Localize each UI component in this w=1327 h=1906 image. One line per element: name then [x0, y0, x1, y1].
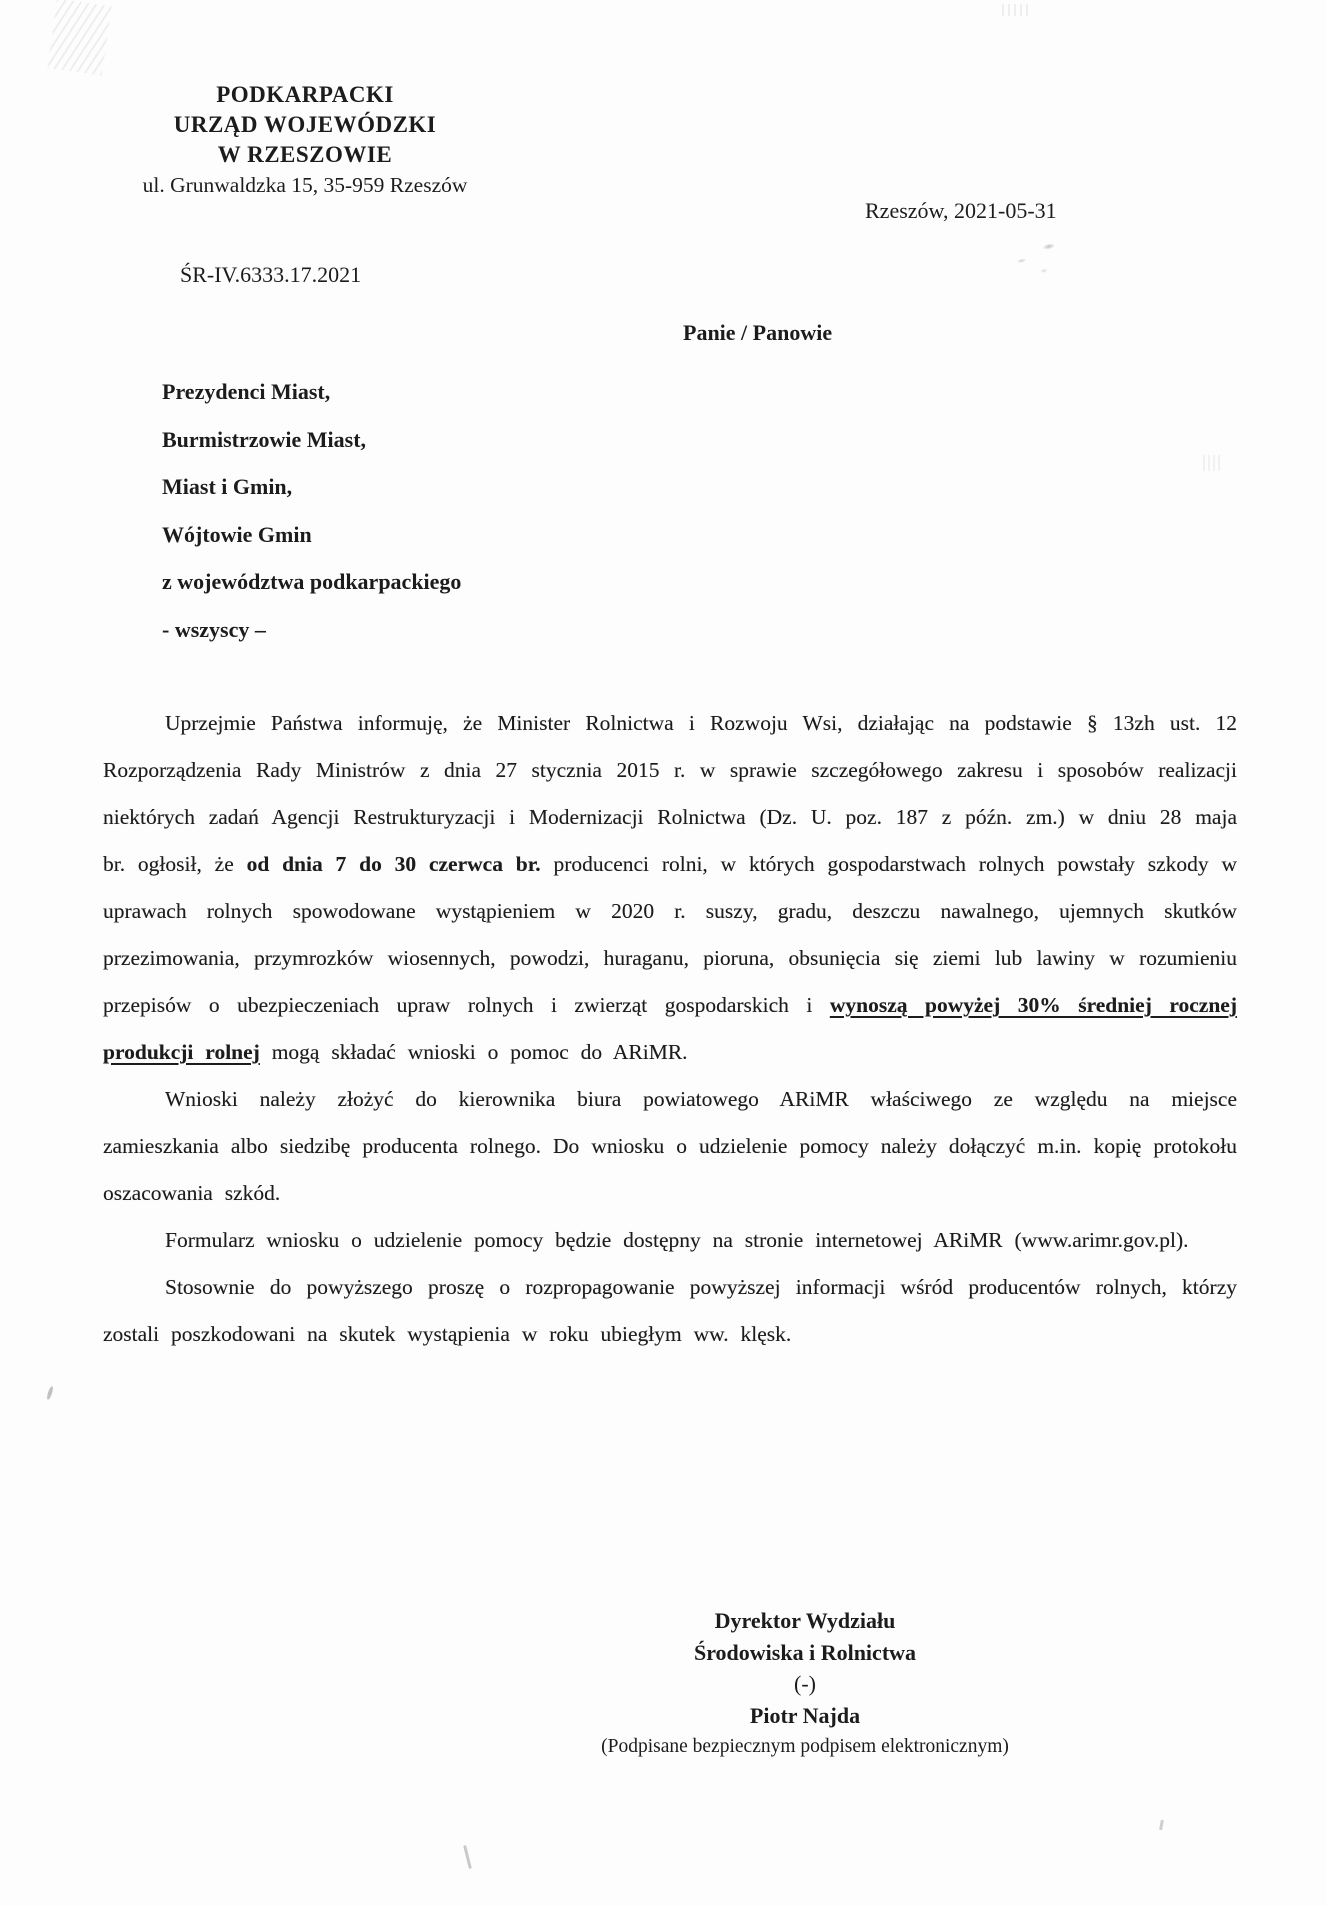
body-paragraph-4: Stosownie do powyższego proszę o rozpropagowanie powyższej informacji wśród producentów rolnych, którzy zostali poszkodowani na skutek wystąpienia w roku ubiegłym ww. klęsk.	[103, 1275, 1237, 1346]
body-paragraph-3: Formularz wniosku o udzielenie pomocy będzie dostępny na stronie internetowej ARiMR (www.arimr.gov.pl).	[165, 1228, 1189, 1252]
salutation: Panie / Panowie	[683, 320, 833, 345]
scan-smudge-left-edge	[46, 1386, 54, 1401]
addressee-block	[162, 368, 461, 653]
signature-block	[565, 1605, 1045, 1763]
signature-title-line-1: Dyrektor Wydziału	[714, 1608, 896, 1633]
scan-smudge-right-edge	[1203, 455, 1223, 471]
signature-electronic-note: (Podpisane bezpiecznym podpisem elektronicznym)	[601, 1736, 1009, 1757]
addressee-line: Prezydenci Miast,	[162, 379, 331, 404]
letter-body	[103, 700, 1237, 1358]
dateline: Rzeszów, 2021-05-31	[865, 198, 1057, 223]
addressee-line: Miast i Gmin,	[162, 474, 293, 499]
reference-number: ŚR-IV.6333.17.2021	[180, 262, 362, 287]
paragraph1-bold-dates: od dnia 7 do 30 czerwca br.	[246, 852, 541, 876]
letterhead-address: ul. Grunwaldzka 15, 35-959 Rzeszów	[142, 173, 468, 197]
letterhead-line-1: PODKARPACKI	[216, 82, 394, 107]
signature-name: Piotr Najda	[749, 1702, 861, 1728]
paragraph1-segment: mogą składać wnioski o pomoc do ARiMR.	[259, 1040, 688, 1064]
scan-smudge-top-right	[1002, 4, 1028, 16]
addressee-line: Wójtowie Gmin	[162, 521, 312, 547]
letterhead-line-3: W RZESZOWIE	[217, 142, 393, 167]
signature-title-line-2: Środowiska i Rolnictwa	[693, 1639, 917, 1665]
addressee-line: Burmistrzowie Miast,	[162, 426, 367, 452]
scan-smudge-top-left	[47, 0, 111, 75]
addressee-line: - wszyscy –	[162, 616, 266, 642]
letterhead	[95, 80, 515, 201]
body-paragraph-2: Wnioski należy złożyć do kierownika biura powiatowego ARiMR właściwego ze względu na miejsce zamieszkania albo siedzibę producenta rolnego. Do wniosku o udzielenie pomocy należy dołączyć m.in. kopię protokołu oszacowania szkód.	[103, 1087, 1237, 1205]
signature-signed-mark: (-)	[794, 1671, 816, 1696]
body-paragraph-1	[103, 700, 1237, 1076]
paragraph1-bold-underlined-threshold: wynoszą powyżej 30% średniej rocznej produkcji rolnej	[103, 993, 1237, 1064]
scan-smudge-bottom	[463, 1845, 472, 1869]
scan-smudge-bottom-right	[1159, 1820, 1164, 1830]
paragraph1-segment: producenci rolni, w których gospodarstwach rolnych powstały szkody w uprawach rolnych spowodowane wystąpieniem w 2020 r. suszy, gradu, deszczu nawalnego, ujemnych skutków przezimowania, przymrozków wiosennych, powodzi, huraganu, pioruna, obsunięcia się ziemi lub lawiny w rozumieniu przepisów o ubezpieczeniach upraw rolnych i zwierząt gospodarskich i	[103, 852, 1237, 1017]
paragraph1-segment: Uprzejmie Państwa informuję, że Minister Rolnictwa i Rozwoju Wsi, działając na podstawie § 13zh ust. 12 Rozporządzenia Rady Ministrów z dnia 27 stycznia 2015 r. w sprawie szczegółowego zakresu i sposobów realizacji niektórych zadań Agencji Restrukturyzacji i Modernizacji Rolnictwa (Dz. U. poz. 187 z późn. zm.) w dniu 28 maja br. ogłosił, że	[103, 711, 1237, 876]
scan-smudge-below-date	[1000, 236, 1068, 284]
letterhead-line-2: URZĄD WOJEWÓDZKI	[173, 112, 437, 137]
addressee-line: z województwa podkarpackiego	[162, 569, 462, 594]
